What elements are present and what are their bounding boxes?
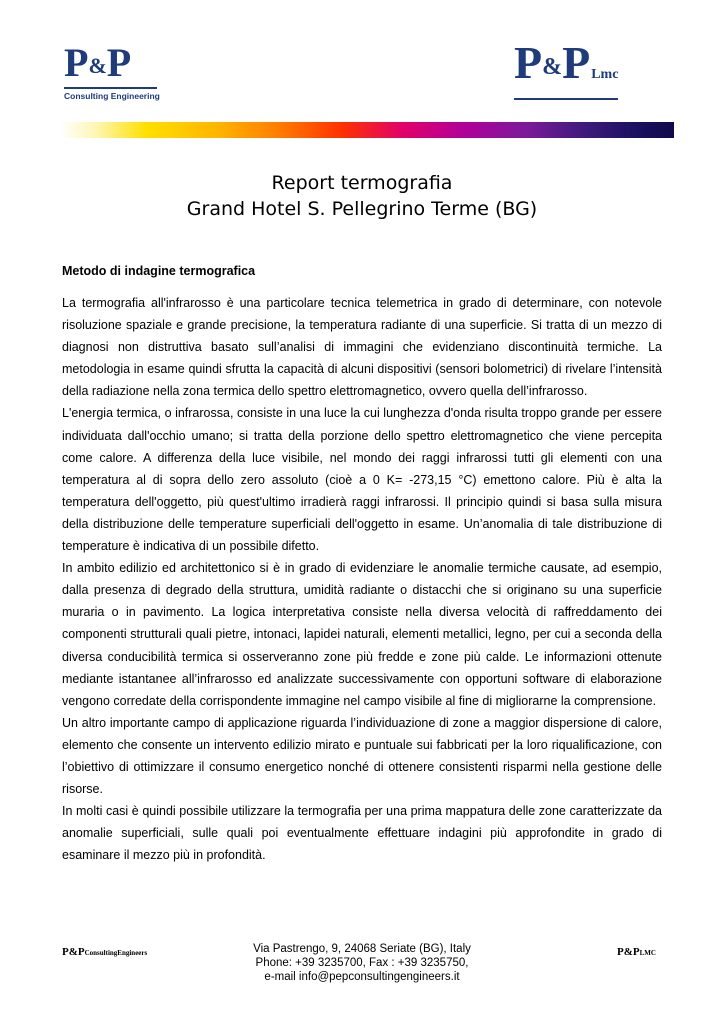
logo-mark bbox=[514, 37, 664, 98]
footer-address: Via Pastrengo, 9, 24068 Seriate (BG), Italy bbox=[253, 943, 471, 955]
logo-letter-p: P bbox=[106, 40, 131, 85]
logo-mark bbox=[64, 40, 164, 86]
logo-letter-p: P bbox=[514, 37, 542, 88]
logo-ampersand: & bbox=[88, 53, 106, 78]
logo-lmc bbox=[514, 37, 664, 100]
footer-contact bbox=[0, 942, 724, 984]
paragraph: La termografia all'infrarosso è una particolare tecnica telemetrica in grado di determinare, con notevole risoluzione spaziale e grande precisione, la temperatura radiante di una superficie. Si tratta di un mezzo di diagnosi non distruttiva basato sull’analisi di immagini che evidenziano discontinuità termiche. La metodologia in esame quindi sfrutta la capacità di alcuni dispositivi (sensori bolometrici) di rivelare l’intensità della radiazione nella zona termica dello spettro elettromagnetico, ovvero quella dell’infrarosso. bbox=[62, 296, 662, 399]
footer-brand-right bbox=[617, 946, 656, 958]
paragraph: Un altro importante campo di applicazione riguarda l’individuazione di zone a maggior dispersione di calore, elemento che consente un intervento edilizio mirato e puntuale sui fabbricati per la loro riqualificazione, con l’obiettivo di ottimizzare il consumo energetico nonché di ottenere consistenti risparmi nella gestione delle risorse. bbox=[62, 715, 662, 797]
footer-phone: Phone: +39 3235700, Fax : +39 3235750, bbox=[255, 957, 469, 969]
logo-ampersand: & bbox=[542, 54, 562, 80]
paragraph: In ambito edilizio ed architettonico si è in grado di evidenziare le anomalie termiche causate, ad esempio, dalla presenza di degrado della struttura, umidità radiante o distacchi che si originano su una superficie muraria o in pavimento. La logica interpretativa consiste nella diversa velocità di raffreddamento dei componenti strutturali quali pietre, intonaci, lapidei naturali, elementi metallici, legno, per cui a seconda della diversa conducibilità termica si osserveranno zone più fredde e zone più calde. Le informazioni ottenute mediante istantanee all’infrarosso ed analizzate successivamente con opportuni software di elaborazione vengono corredate della corrispondente immagine nel campo visibile al fine di migliorarne la comprensione. bbox=[62, 561, 662, 708]
body-text bbox=[62, 292, 662, 866]
title-line-1: Report termografia bbox=[271, 172, 453, 194]
footer-brand-small: LMC bbox=[639, 949, 656, 957]
header-gradient-band bbox=[60, 122, 674, 138]
logo-letter-p: P bbox=[64, 40, 88, 85]
footer-email[interactable]: e-mail info@pepconsultingengineers.it bbox=[264, 971, 460, 983]
footer-brand-main: P&P bbox=[62, 946, 85, 958]
logo-underline bbox=[64, 87, 157, 89]
page-title bbox=[0, 170, 724, 222]
logo-underline bbox=[514, 98, 618, 100]
title-line-2: Grand Hotel S. Pellegrino Terme (BG) bbox=[186, 198, 538, 220]
paragraph: L'energia termica, o infrarossa, consiste in una luce la cui lunghezza d'onda risulta troppo grande per essere individuata dall'occhio umano; si tratta della porzione dello spettro elettromagnetico che viene percepita come calore. A differenza della luce visibile, nel mondo dei raggi infrarossi tutti gli elementi con una temperatura al di sopra dello zero assoluto (cioè a 0 K= -273,15 °C) emettono calore. Più è alta la temperatura dell'oggetto, più quest'ultimo irradierà raggi infrarossi. Il principio quindi si basa sulla misura della distribuzione delle temperature superficiali dell'oggetto in esame. Un’anomalia di tale distribuzione di temperature è indicativa di un possibile difetto. bbox=[62, 406, 662, 554]
footer-brand-main: P&P bbox=[617, 946, 640, 958]
logo-subtitle: Consulting Engineering bbox=[64, 91, 160, 101]
logo-consulting-engineering bbox=[64, 40, 164, 101]
footer-brand-small: ConsultingEngineers bbox=[84, 949, 148, 957]
paragraph: In molti casi è quindi possibile utilizzare la termografia per una prima mappatura delle zone caratterizzate da anomalie superficiali, sulle quali poi eventualmente effettuare indagini più approfondite in grado di esaminare il mezzo più in profondità. bbox=[62, 804, 662, 863]
logo-letter-p: P bbox=[562, 37, 590, 88]
logo-suffix: Lmc bbox=[591, 67, 619, 82]
section-heading: Metodo di indagine termografica bbox=[62, 264, 256, 278]
